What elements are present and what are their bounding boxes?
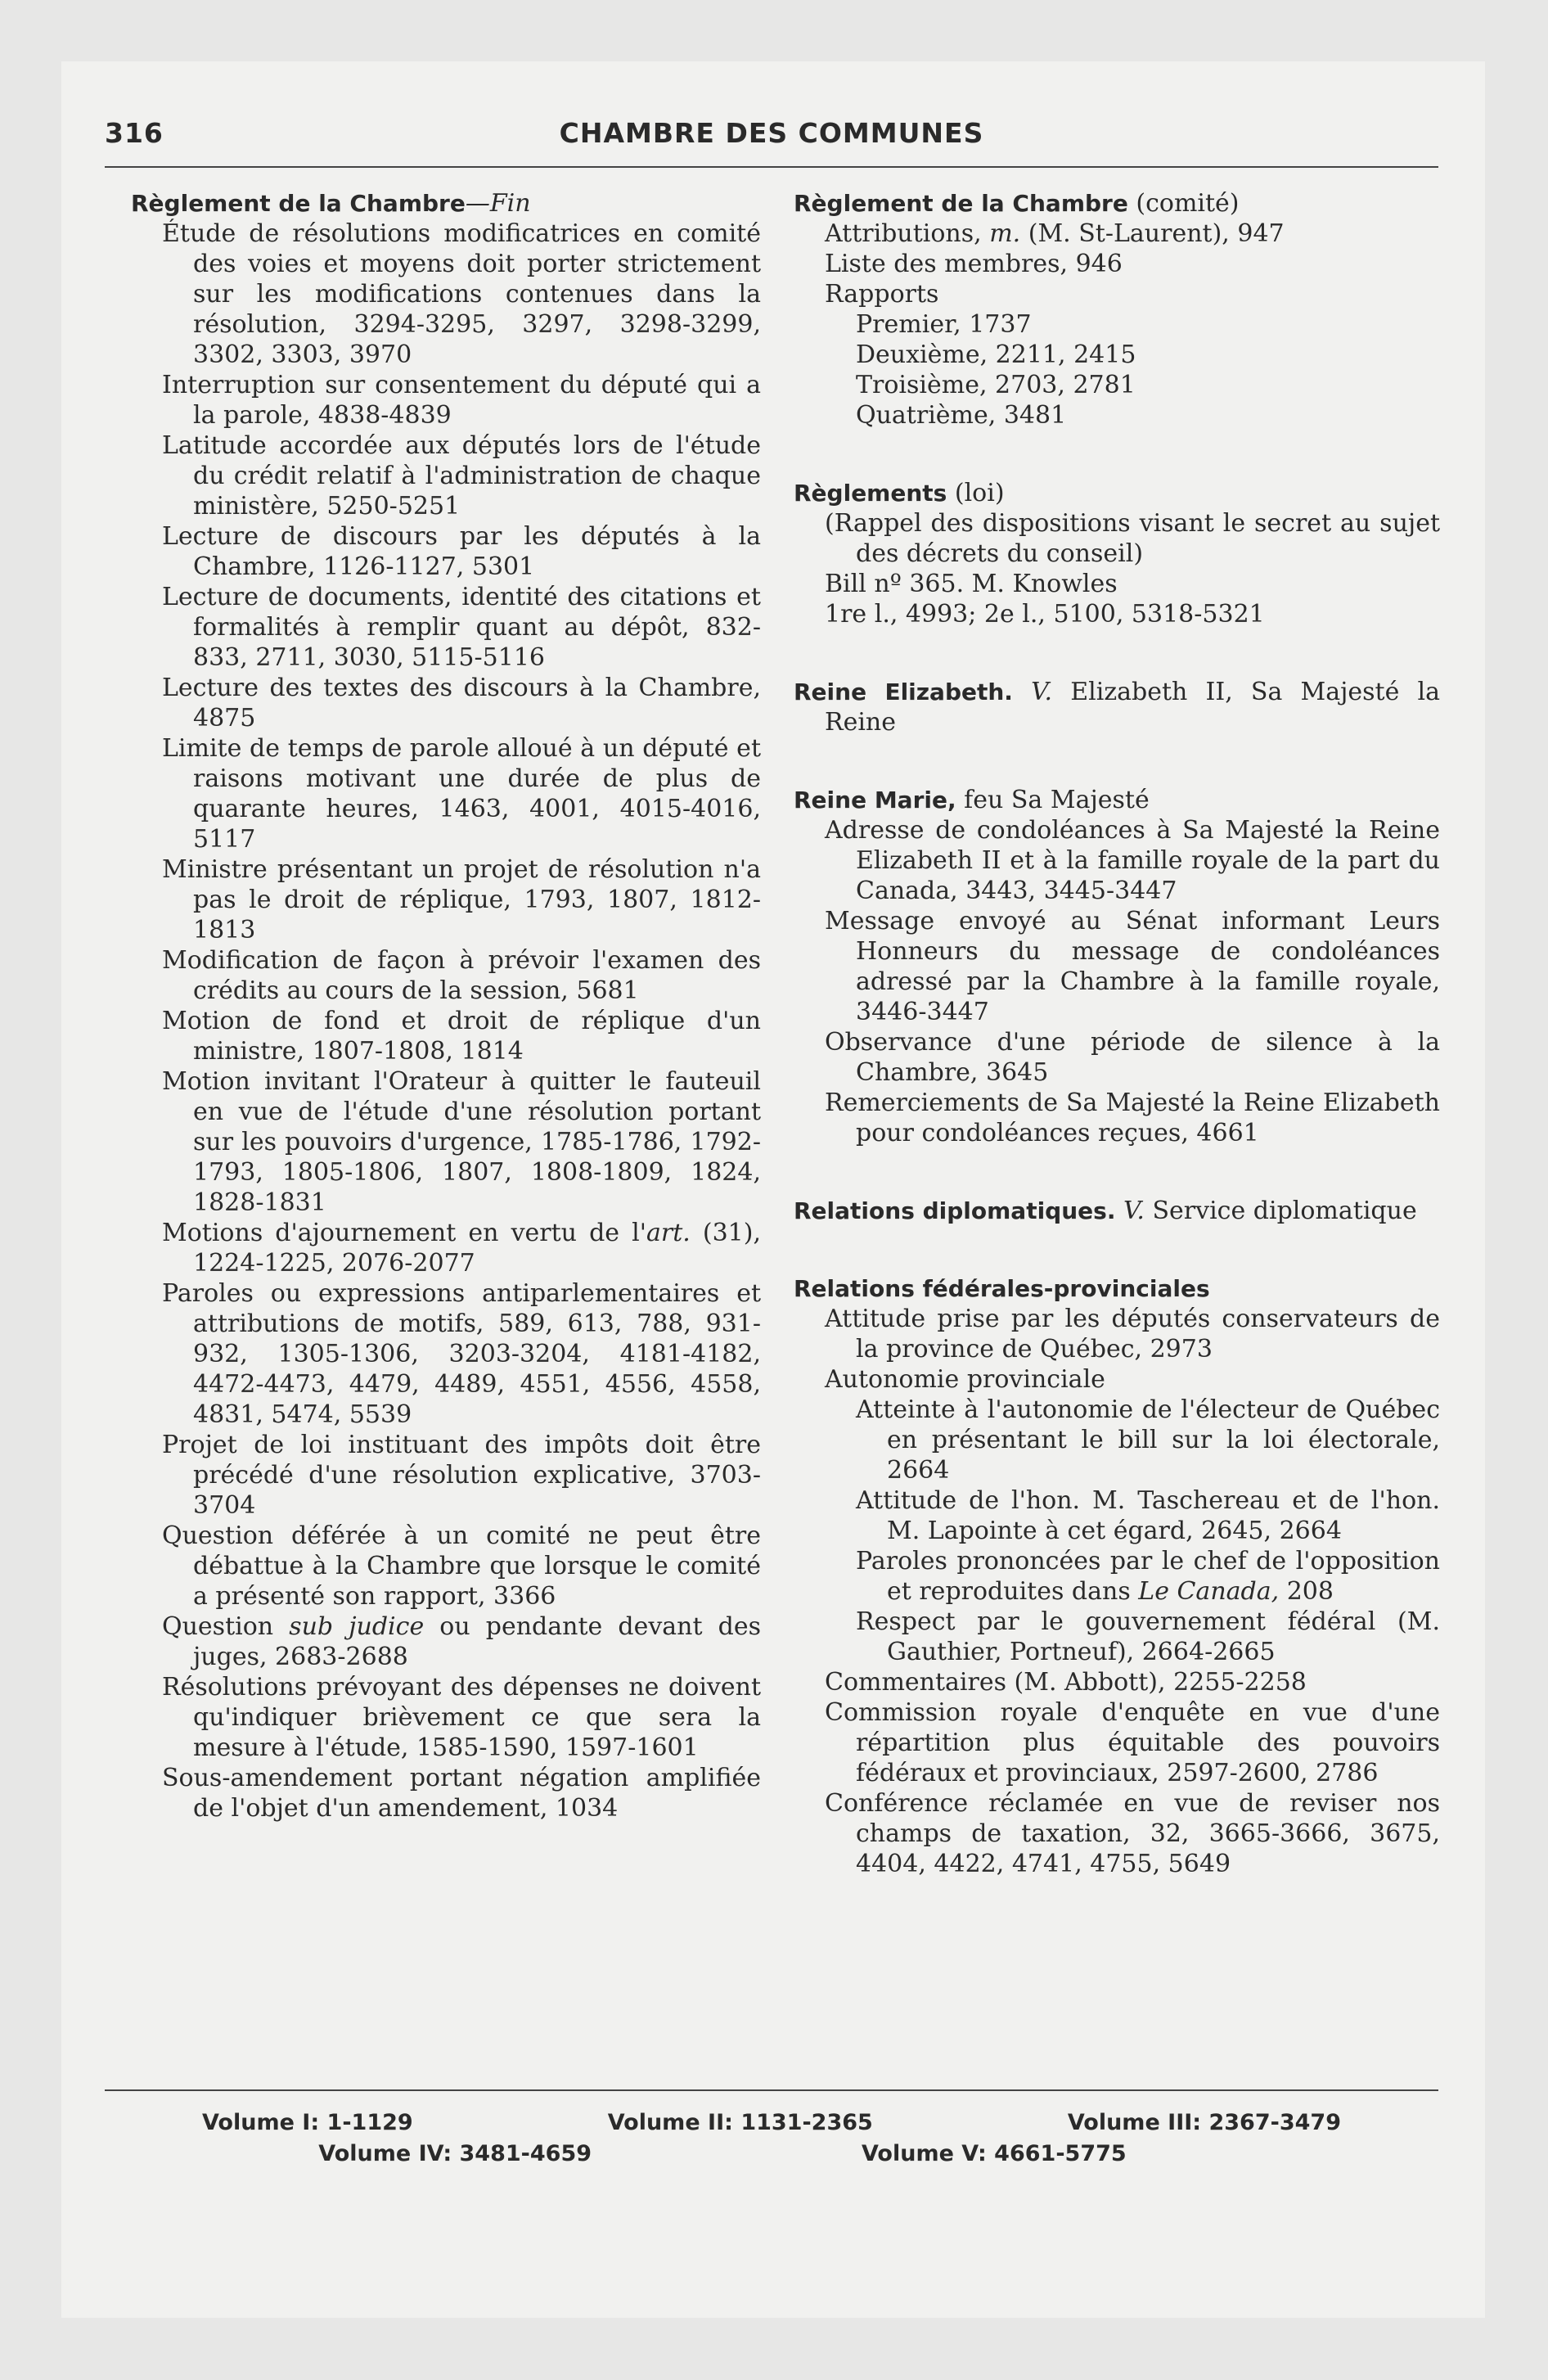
entry-heading <box>131 188 761 219</box>
subentry: Projet de loi instituant des impôts doit être précédé d'une résolution explicative, 3703-3704 <box>162 1431 761 1520</box>
subentry-attributions <box>794 219 1440 249</box>
running-title: CHAMBRE DES COMMUNES <box>559 117 984 149</box>
entry-reglements-loi <box>794 478 1440 629</box>
entry-heading <box>794 677 1440 737</box>
text-part: Service diplomatique <box>1144 1197 1417 1225</box>
subentry: 1re l., 4993; 2e l., 5100, 5318-5321 <box>825 600 1265 629</box>
heading-suffix: —Fin <box>465 189 531 218</box>
subentry: Conférence réclamée en vue de reviser nos champs de taxation, 32, 3665-3666, 3675, 4404, 4422, 4741, 4755, 5649 <box>825 1789 1440 1878</box>
italic-part: m. <box>989 219 1021 248</box>
heading-suffix: (loi) <box>947 479 1005 507</box>
heading-suffix: feu Sa Majesté <box>956 786 1150 814</box>
entry-reglement-comite <box>794 188 1440 430</box>
subentry-motions-ajournement <box>131 1218 761 1278</box>
text-part: Paroles prononcées par le chef de l'opposition et reproduites dans <box>856 1547 1440 1606</box>
subentry: Lecture de documents, identité des citations et formalités à remplir quant au dépôt, 832-833, 2711, 3030, 5115-5116 <box>162 583 761 672</box>
subsubentry: Premier, 1737 <box>856 310 1032 339</box>
entry-relations-diplomatiques <box>794 1196 1440 1226</box>
entry-relations-federales <box>794 1273 1440 1879</box>
subentry: Modification de façon à prévoir l'examen des crédits au cours de la session, 5681 <box>162 946 761 1005</box>
heading-term: Reine Marie, <box>794 787 956 814</box>
subentry: Question déférée à un comité ne peut être débattue à la Chambre que lorsque le comité a présenté son rapport, 3366 <box>162 1521 761 1611</box>
subsubentry: Respect par le gouvernement fédéral (M. Gauthier, Portneuf), 2664-2665 <box>856 1607 1440 1666</box>
subentry: Lecture de discours par les députés à la Chambre, 1126-1127, 5301 <box>162 522 761 581</box>
subentry: Liste des membres, 946 <box>825 250 1123 278</box>
see-reference: V. <box>1012 678 1053 706</box>
subsubentry: Atteinte à l'autonomie de l'électeur de Québec en présentant le bill sur la loi électorale, 2664 <box>856 1395 1440 1485</box>
text-part: (31), 1224-1225, 2076-2077 <box>193 1219 762 1278</box>
subentry: Bill nº 365. M. Knowles <box>825 570 1118 598</box>
text-part: (M. St-Laurent), 947 <box>1020 219 1285 248</box>
footer-row <box>105 2139 1438 2170</box>
page-number: 316 <box>105 117 164 149</box>
text-part: Elizabeth II, Sa Majesté la Reine <box>825 678 1440 737</box>
see-reference: V. <box>1115 1197 1145 1225</box>
entry-heading <box>794 1196 1440 1226</box>
subentry: Paroles ou expressions antiparlementaires et attributions de motifs, 589, 613, 788, 931-932, 1305-1306, 3203-3204, 4181-4182, 4472-4473, 4479, 4489, 4551, 4556, 4558, 4831, 5474, 5539 <box>162 1279 761 1429</box>
subsubentry: Deuxième, 2211, 2415 <box>856 340 1136 369</box>
left-column <box>131 188 761 1823</box>
subsubentry-paroles <box>794 1546 1440 1607</box>
subentry: Adresse de condoléances à Sa Majesté la Reine Elizabeth II et à la famille royale de la part du Canada, 3443, 3445-3447 <box>825 816 1440 905</box>
text-part: Attributions, <box>825 219 990 248</box>
subentry: Interruption sur consentement du député qui a la parole, 4838-4839 <box>162 371 761 430</box>
subentry: Latitude accordée aux députés lors de l'étude du crédit relatif à l'administration de chaque ministère, 5250-5251 <box>162 431 761 521</box>
volume-range: Volume I: 1-1129 <box>202 2110 413 2135</box>
text-part: ou pendante devant des juges, 2683-2688 <box>193 1612 761 1671</box>
heading-term: Reine Elizabeth. <box>794 678 1013 705</box>
subentry: Motion de fond et droit de réplique d'un ministre, 1807-1808, 1814 <box>162 1007 761 1066</box>
right-column <box>794 188 1440 1892</box>
subsubentry: Troisième, 2703, 2781 <box>856 371 1136 399</box>
entry-heading <box>794 1273 1440 1304</box>
page <box>61 61 1485 2318</box>
heading-term: Règlements <box>794 480 947 507</box>
subentry: Lecture des textes des discours à la Chambre, 4875 <box>162 674 761 732</box>
subentry-sub-judice <box>131 1611 761 1672</box>
subentry: Résolutions prévoyant des dépenses ne doivent qu'indiquer brièvement ce que sera la mesure à l'étude, 1585-1590, 1597-1601 <box>162 1673 761 1762</box>
text-part: Motions d'ajournement en vertu de l' <box>162 1219 646 1247</box>
subentry: Autonomie provinciale <box>825 1365 1105 1394</box>
subentry: Rapports <box>825 280 939 309</box>
italic-part: Le Canada, <box>1138 1577 1280 1606</box>
subentry: Commission royale d'enquête en vue d'une répartition plus équitable des pouvoirs fédéraux et provinciaux, 2597-2600, 2786 <box>825 1698 1440 1787</box>
text-part: Question <box>162 1612 290 1641</box>
heading-term: Règlement de la Chambre <box>131 190 466 217</box>
entry-heading <box>794 188 1440 219</box>
subentry: Remerciements de Sa Majesté la Reine Elizabeth pour condoléances reçues, 4661 <box>825 1089 1440 1147</box>
subsubentry: Quatrième, 3481 <box>856 401 1067 430</box>
volume-range: Volume V: 4661-5775 <box>862 2141 1127 2166</box>
volume-range: Volume II: 1131-2365 <box>607 2110 873 2135</box>
subentry: Sous-amendement portant négation amplifiée de l'objet d'un amendement, 1034 <box>162 1764 761 1823</box>
entry-heading <box>794 478 1440 508</box>
footer-row <box>105 2107 1438 2139</box>
subentry: Limite de temps de parole alloué à un député et raisons motivant une durée de plus de quarante heures, 1463, 4001, 4015-4016, 5117 <box>162 734 761 854</box>
subentry: Commentaires (M. Abbott), 2255-2258 <box>825 1668 1307 1697</box>
subentry: Attitude prise par les députés conservateurs de la province de Québec, 2973 <box>825 1305 1440 1364</box>
page-header <box>105 117 1438 168</box>
subentry: (Rappel des dispositions visant le secret au sujet des décrets du conseil) <box>825 509 1440 568</box>
footer-rule <box>105 2089 1438 2091</box>
heading-term: Relations diplomatiques. <box>794 1197 1116 1224</box>
volume-footer <box>105 2107 1438 2170</box>
subentry: Étude de résolutions modificatrices en comité des voies et moyens doit porter strictement sur les modifications contenues dans la résolution, 3294-3295, 3297, 3298-3299, 3302, 3303, 3970 <box>162 219 761 369</box>
volume-range: Volume III: 2367-3479 <box>1067 2110 1341 2135</box>
subentry: Message envoyé au Sénat informant Leurs Honneurs du message de condoléances adressé par la Chambre à la famille royale, 3446-3447 <box>825 907 1440 1026</box>
subentry: Observance d'une période de silence à la Chambre, 3645 <box>825 1028 1440 1087</box>
subentry: Ministre présentant un projet de résolution n'a pas le droit de réplique, 1793, 1807, 1812-1813 <box>162 855 761 944</box>
italic-part: sub judice <box>289 1612 425 1641</box>
entry-reine-elizabeth <box>794 677 1440 737</box>
heading-suffix: (comité) <box>1127 189 1240 218</box>
volume-range: Volume IV: 3481-4659 <box>318 2141 592 2166</box>
subsubentry: Attitude de l'hon. M. Taschereau et de l'hon. M. Lapointe à cet égard, 2645, 2664 <box>856 1486 1440 1545</box>
entry-heading <box>794 785 1440 815</box>
subentry: Motion invitant l'Orateur à quitter le fauteuil en vue de l'étude d'une résolution portant sur les pouvoirs d'urgence, 1785-1786, 1792-1793, 1805-1806, 1807, 1808-1809, 1824, 1828-1831 <box>162 1067 761 1217</box>
italic-part: art. <box>646 1219 691 1247</box>
entry-reine-marie <box>794 785 1440 1148</box>
heading-term: Règlement de la Chambre <box>794 190 1128 217</box>
text-part: 208 <box>1279 1577 1334 1606</box>
heading-term: Relations fédérales-provinciales <box>794 1275 1210 1302</box>
